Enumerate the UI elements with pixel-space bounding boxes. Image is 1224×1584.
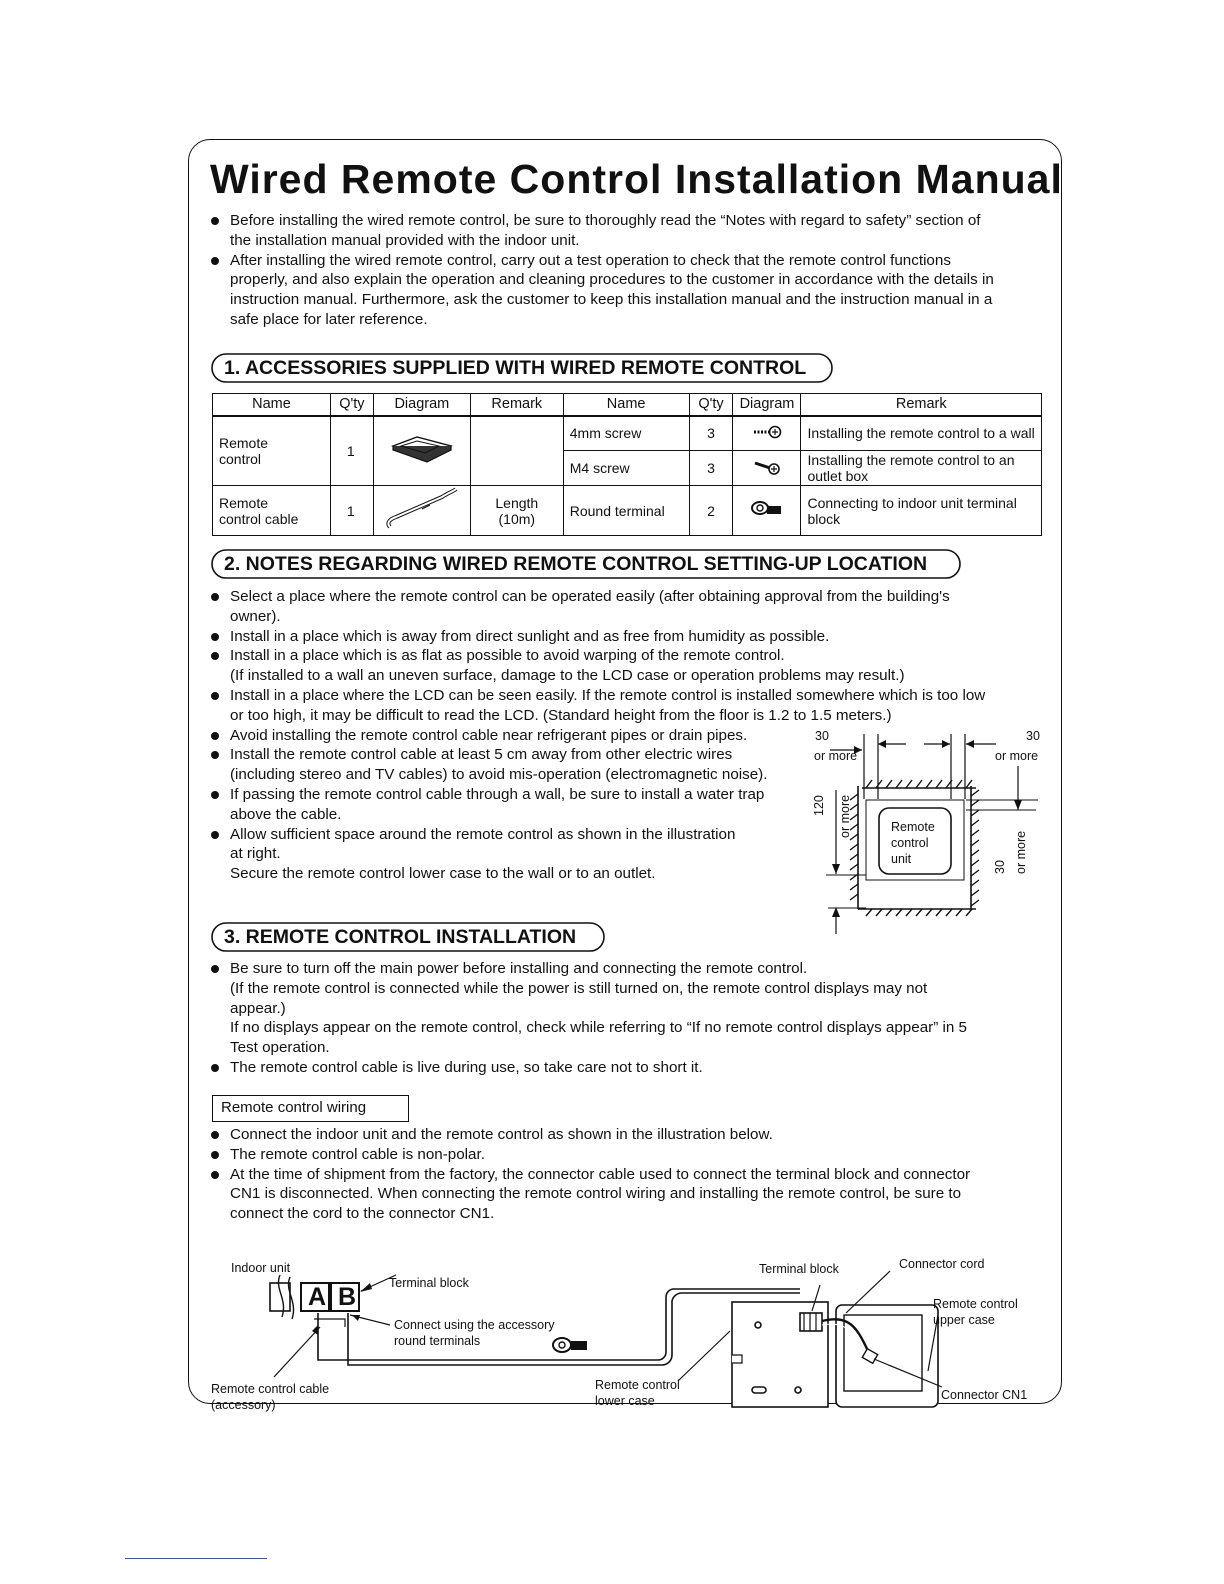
- cell-name: M4 screw: [563, 451, 689, 486]
- bullet-line: (including stereo and TV cables) to avoid mis-operation (electromagnetic noise).: [230, 766, 768, 784]
- wiring-bullets: [210, 1125, 1050, 1224]
- cell-name: 4mm screw: [563, 416, 689, 451]
- bullet-line: If passing the remote control cable through a wall, be sure to install a water trap: [230, 785, 765, 803]
- intro-bullets: [210, 211, 1050, 330]
- connector-cord-label: Connector cord: [899, 1257, 985, 1271]
- bullet-line: Before installing the wired remote control, be sure to thoroughly read the “Notes with regard to safety” section of: [230, 212, 981, 229]
- page-title: Wired Remote Control Installation Manual: [210, 156, 1063, 202]
- lower-case-label-2: lower case: [595, 1394, 655, 1408]
- bullet-dot-icon: [211, 692, 219, 700]
- connector-cn1-label: Connector CN1: [941, 1388, 1028, 1402]
- bullet-line: appear.): [230, 999, 286, 1017]
- cell-qty: 1: [330, 416, 373, 486]
- bullet-line: Connect the indoor unit and the remote control as shown in the illustration below.: [230, 1126, 773, 1143]
- cable-icon: [373, 486, 470, 536]
- screw-m4-icon: [733, 451, 801, 486]
- bullet-line: Test operation.: [230, 1039, 330, 1057]
- col-qty-2: Q'ty: [689, 394, 733, 416]
- bullet-item: [210, 1165, 1050, 1224]
- cell-name: Remote control cable: [213, 486, 331, 536]
- bullet-line: (If the remote control is connected while the power is still turned on, the remote control displays may not: [230, 979, 928, 997]
- cell-remark: Connecting to indoor unit terminal block: [801, 486, 1042, 536]
- clearance-top-right-sub: or more: [995, 749, 1039, 763]
- bullet-line: instruction manual. Furthermore, ask the customer to keep this installation manual and the instruction manual in a: [230, 291, 993, 309]
- bullet-line: Avoid installing the remote control cable near refrigerant pipes or drain pipes.: [230, 726, 748, 744]
- bullet-dot-icon: [211, 791, 219, 799]
- connect-note-1: Connect using the accessory: [394, 1318, 555, 1332]
- bullet-line: at right.: [230, 845, 281, 863]
- clearance-right-v: 30: [993, 860, 1007, 874]
- cell-remark: Installing the remote control to a wall: [801, 416, 1042, 451]
- section3-bullets: [210, 959, 1050, 1078]
- round-terminal-icon: [733, 486, 801, 536]
- upper-case-label-1: Remote control: [933, 1297, 1018, 1311]
- bullet-line: At the time of shipment from the factory, the connector cable used to connect the terminal block and connector: [230, 1165, 971, 1183]
- connect-note-2: round terminals: [394, 1334, 481, 1348]
- bullet-dot-icon: [211, 217, 219, 225]
- terminal-block-right-label: Terminal block: [759, 1262, 839, 1276]
- bullet-item: [210, 627, 1060, 647]
- cell-qty: 3: [689, 416, 733, 451]
- upper-case-label-2: upper case: [933, 1313, 995, 1327]
- terminal-b: B: [337, 1283, 357, 1311]
- col-diagram-2: Diagram: [733, 394, 801, 416]
- bullet-line: or too high, it may be difficult to read the LCD. (Standard height from the floor is 1.2 to 1.5 meters.): [230, 706, 892, 724]
- bullet-dot-icon: [211, 732, 219, 740]
- cable-label-2: (accessory): [211, 1398, 276, 1412]
- bullet-item: [210, 211, 1050, 251]
- accessories-table: [212, 393, 1042, 536]
- indoor-unit-label: Indoor unit: [231, 1261, 291, 1275]
- terminal-a: A: [307, 1283, 327, 1311]
- bullet-dot-icon: [211, 257, 219, 265]
- bullet-item: [210, 251, 1050, 330]
- clearance-top-left: 30: [815, 729, 829, 743]
- clearance-unit-label-2: control: [891, 836, 929, 850]
- col-remark: Remark: [470, 394, 563, 416]
- lower-case-label-1: Remote control: [595, 1378, 680, 1392]
- bullet-dot-icon: [211, 831, 219, 839]
- bullet-line: If no displays appear on the remote control, check while referring to “If no remote control displays appear” in 5: [230, 1019, 967, 1037]
- bullet-dot-icon: [211, 1151, 219, 1159]
- bullet-line: connect the cord to the connector CN1.: [230, 1205, 495, 1223]
- clearance-unit-label-1: Remote: [891, 820, 935, 834]
- section3-heading: 3. REMOTE CONTROL INSTALLATION: [224, 926, 577, 948]
- bullet-dot-icon: [211, 1171, 219, 1179]
- col-name-2: Name: [563, 394, 689, 416]
- clearance-top-left-sub: or more: [814, 749, 858, 763]
- bullet-line: above the cable.: [230, 805, 342, 823]
- bullet-dot-icon: [211, 1064, 219, 1072]
- bullet-line: Install in a place which is as flat as possible to avoid warping of the remote control.: [230, 647, 785, 665]
- bullet-item: [210, 587, 1060, 627]
- bullet-dot-icon: [211, 1131, 219, 1139]
- bullet-item: [210, 646, 1060, 686]
- col-remark-2: Remark: [801, 394, 1042, 416]
- bullet-dot-icon: [211, 965, 219, 973]
- bullet-line: Be sure to turn off the main power before installing and connecting the remote control.: [230, 960, 808, 977]
- clearance-left-v-sub: or more: [838, 794, 852, 838]
- bullet-item: [210, 686, 1060, 726]
- cell-qty: 2: [689, 486, 733, 536]
- cell-qty: 3: [689, 451, 733, 486]
- bullet-dot-icon: [211, 652, 219, 660]
- bullet-line: The remote control cable is non-polar.: [230, 1145, 485, 1163]
- bullet-dot-icon: [211, 593, 219, 601]
- cell-name: Round terminal: [563, 486, 689, 536]
- bullet-item: [210, 959, 1050, 1058]
- bullet-line: owner).: [230, 607, 281, 625]
- bullet-line: properly, and also explain the operation and cleaning procedures to the customer in accordance with the details in: [230, 271, 994, 289]
- bullet-line: the installation manual provided with the indoor unit.: [230, 231, 580, 249]
- bullet-line: (If installed to a wall an uneven surface, damage to the LCD case or operation problems may result.): [230, 667, 905, 685]
- cable-label-1: Remote control cable: [211, 1382, 330, 1396]
- table-header-row: [213, 394, 1042, 416]
- bullet-item: [210, 1125, 1050, 1145]
- bullet-line: After installing the wired remote control, carry out a test operation to check that the remote control functions: [230, 251, 951, 269]
- section1-heading: 1. ACCESSORIES SUPPLIED WITH WIRED REMOTE CONTROL: [224, 357, 807, 379]
- table-row: [213, 486, 1042, 536]
- bullet-dot-icon: [211, 633, 219, 641]
- bullet-line: CN1 is disconnected. When connecting the remote control wiring and installing the remote control, be sure to: [230, 1185, 962, 1203]
- bullet-line: Secure the remote control lower case to the wall or to an outlet.: [230, 865, 656, 883]
- bullet-line: Install in a place where the LCD can be seen easily. If the remote control is installed somewhere which is too low: [230, 686, 986, 704]
- clearance-unit-label-3: unit: [891, 852, 912, 866]
- bullet-item: [210, 1058, 1050, 1078]
- col-qty: Q'ty: [330, 394, 373, 416]
- cell-remark: Length (10m): [470, 486, 563, 536]
- clearance-left-v: 120: [812, 795, 826, 816]
- bullet-line: safe place for later reference.: [230, 310, 428, 328]
- bullet-item: [210, 1145, 1050, 1165]
- bullet-line: Install the remote control cable at least 5 cm away from other electric wires: [230, 746, 733, 764]
- footer-link-underline: [125, 1558, 267, 1559]
- section2-heading: 2. NOTES REGARDING WIRED REMOTE CONTROL SETTING-UP LOCATION: [224, 553, 928, 575]
- clearance-right-v-sub: or more: [1014, 830, 1028, 874]
- bullet-line: Allow sufficient space around the remote control as shown in the illustration: [230, 825, 736, 843]
- clearance-top-right: 30: [1026, 729, 1040, 743]
- cell-remark: Installing the remote control to an outlet box: [801, 451, 1042, 486]
- cell-name: Remote control: [213, 416, 331, 486]
- remote-control-icon: [373, 416, 470, 486]
- col-diagram: Diagram: [373, 394, 470, 416]
- table-row: [213, 416, 1042, 451]
- bullet-line: The remote control cable is live during use, so take care not to short it.: [230, 1058, 703, 1076]
- screw-4mm-icon: [733, 416, 801, 451]
- terminal-block-left-label: Terminal block: [389, 1276, 469, 1290]
- bullet-dot-icon: [211, 751, 219, 759]
- wiring-label: Remote control wiring: [212, 1095, 409, 1122]
- col-name: Name: [213, 394, 331, 416]
- cell-qty: 1: [330, 486, 373, 536]
- bullet-line: Select a place where the remote control can be operated easily (after obtaining approval from the building's: [230, 588, 950, 605]
- bullet-line: Install in a place which is away from direct sunlight and as free from humidity as possible.: [230, 627, 830, 645]
